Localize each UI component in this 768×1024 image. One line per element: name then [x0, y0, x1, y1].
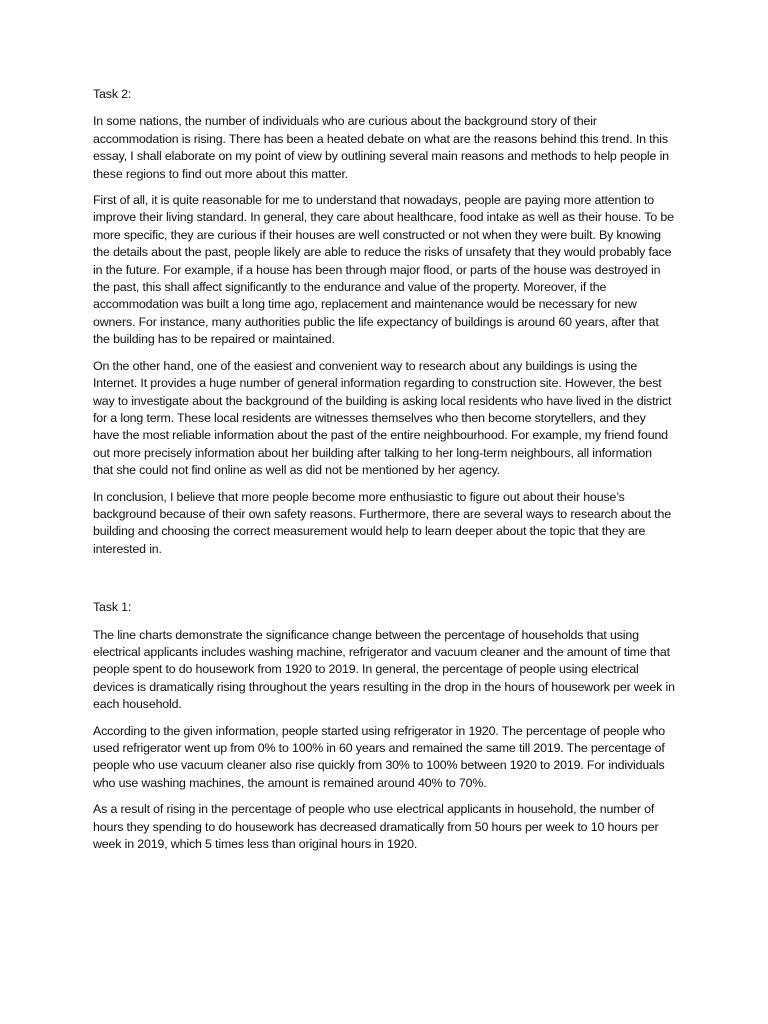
task1-paragraph: As a result of rising in the percentage of people who use electrical applicants in household, the number of hours they spending to do housework has decreased dramatically from 50 hours per week to 10 hours per week in 2019, which 5 times less than original hours in 1920. [93, 802, 659, 852]
task1-heading: Task 1: [93, 600, 132, 615]
task1-paragraph: According to the given information, people started using refrigerator in 1920. The percentage of people who used refrigerator went up from 0% to 100% in 60 years and remained the same till 2019. The percentage of people who use vacuum cleaner also rise quickly from 30% to 100% between 1920 to 2019. For individuals who use washing machines, the amount is remained around 40% to 70%. [93, 723, 665, 790]
task1-section [93, 599, 675, 853]
task1-paragraph: The line charts demonstrate the significance change between the percentage of households that using electrical applicants includes washing machine, refrigerator and vacuum cleaner and the amount of time that people spent to do housework from 1920 to 2019. In general, the percentage of people using electrical devices is dramatically rising throughout the years resulting in the drop in the hours of housework per week in each household. [93, 627, 675, 712]
task2-paragraph: In conclusion, I believe that more people become more enthusiastic to figure out about their house’s background because of their own safety reasons. Furthermore, there are several ways to research about the building and choosing the correct measurement would help to learn deeper about the topic that they are interested in. [93, 489, 671, 556]
task2-paragraph: In some nations, the number of individuals who are curious about the background story of their accommodation is rising. There has been a heated debate on what are the reasons behind this trend. In this essay, I shall elaborate on my point of view by outlining several main reasons and methods to help people in these regions to find out more about this matter. [93, 114, 669, 181]
section-spacer [93, 567, 675, 599]
task2-heading: Task 2: [93, 87, 132, 101]
task2-section [93, 86, 675, 558]
task2-paragraph: On the other hand, one of the easiest and convenient way to research about any buildings is using the Internet. It provides a huge number of general information regarding to construction site. However, the best way to investigate about the background of the building is asking local residents who have lived in the district for a long term. These local residents are witnesses themselves who then become storytellers, and they have the most reliable information about the past of the entire neighbourhood. For example, my friend found out more precisely information about her building after talking to her long-term neighbours, all information that she could not find online as well as did not be mentioned by her agency. [93, 358, 672, 478]
task2-paragraph: First of all, it is quite reasonable for me to understand that nowadays, people are paying more attention to improve their living standard. In general, they care about healthcare, food intake as well as their house. To be more specific, they are curious if their houses are well constructed or not when they were built. By knowing the details about the past, people likely are able to reduce the risks of unsafety that they would probably face in the future. For example, if a house has been through major flood, or parts of the house was destroyed in the past, this shall affect significantly to the endurance and value of the property. Moreover, if the accommodation was built a long time ago, replacement and maintenance would be necessary for new owners. For instance, many authorities public the life expectancy of buildings is around 60 years, after that the building has to be repaired or maintained. [93, 193, 674, 347]
document-body [93, 86, 675, 862]
